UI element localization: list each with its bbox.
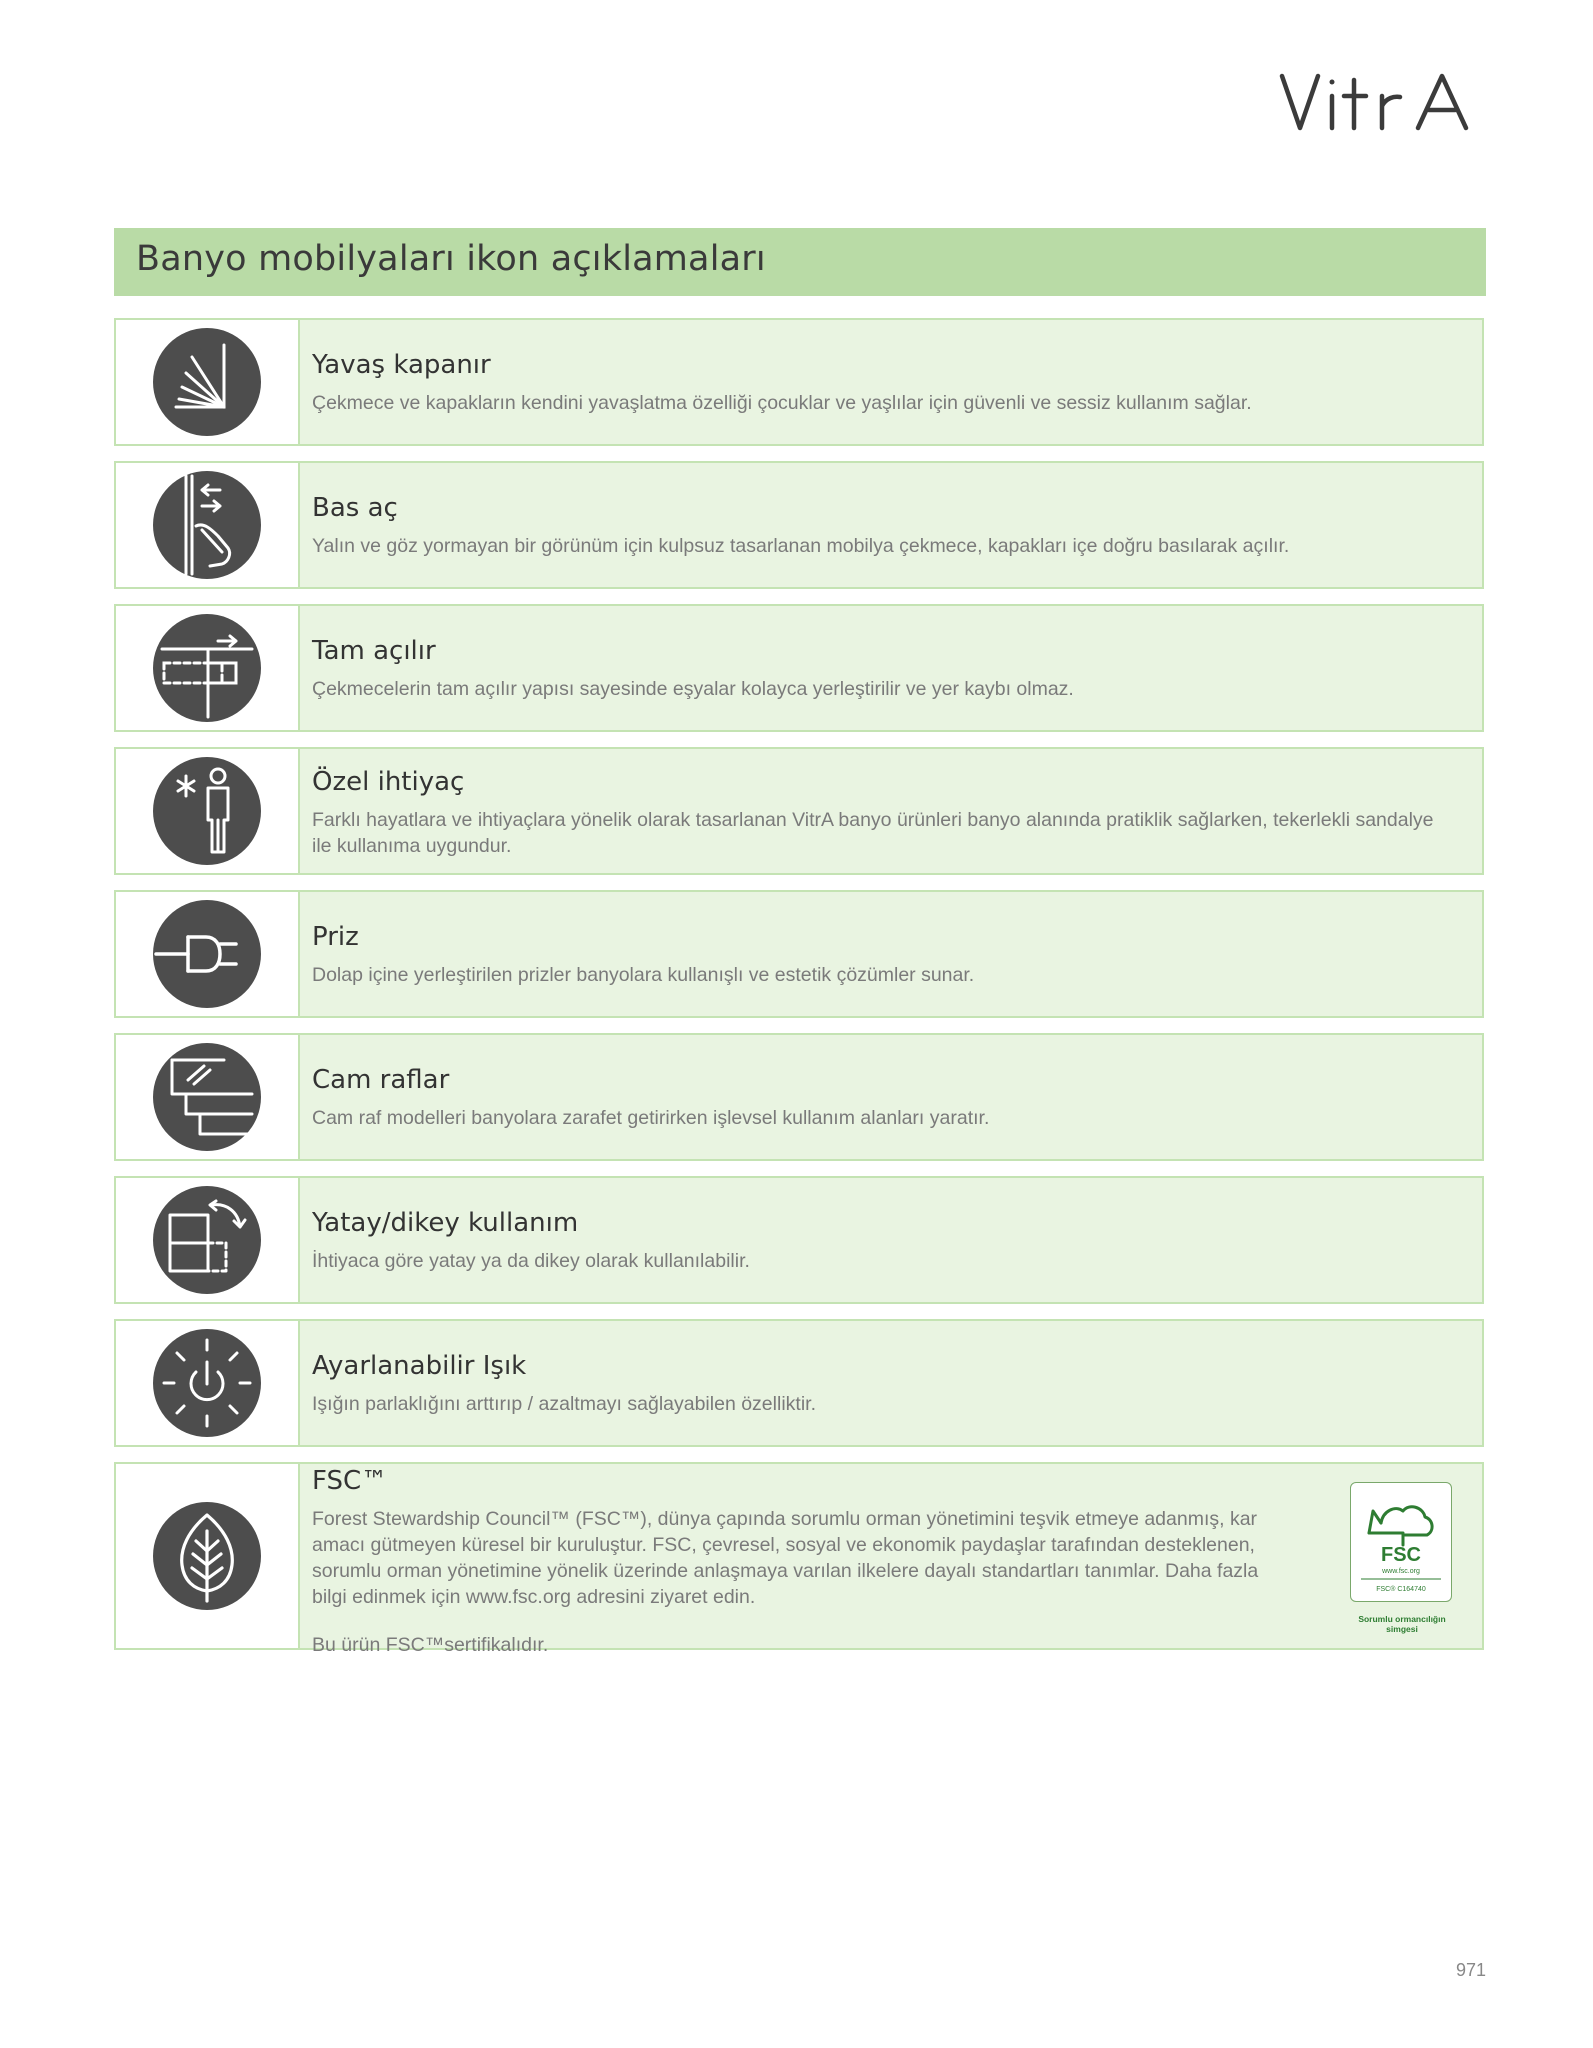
feature-row-full-extension [114, 604, 1484, 732]
feature-title: Priz [312, 922, 359, 952]
feature-description: Işığın parlaklığını arttırıp / azaltmayı sağlayabilen özelliktir. [312, 1393, 816, 1415]
feature-description: Farklı hayatlara ve ihtiyaçlara yönelik olarak tasarlanan VitrA banyo ürünleri banyo alanında pratiklik sağlarken, tekerlekli sandalye ile kullanıma uygundur. [312, 809, 1434, 857]
feature-title: FSC™ [312, 1466, 388, 1496]
fsc-tagline: Sorumlu ormancılığın simgesi [1358, 1614, 1446, 1634]
feature-title: Ayarlanabilir Işık [312, 1351, 527, 1381]
feature-description: Yalın ve göz yormayan bir görünüm için kulpsuz tasarlanan mobilya çekmece, kapakları içe doğru basılarak açılır. [312, 535, 1290, 557]
leaf-icon [152, 1501, 262, 1611]
fsc-certified-note: Bu ürün FSC™sertifikalıdır. [312, 1634, 549, 1656]
feature-title: Bas aç [312, 493, 398, 523]
soft-close-icon [152, 327, 262, 437]
feature-description: Çekmecelerin tam açılır yapısı sayesinde eşyalar kolayca yerleştirilir ve yer kaybı olmaz. [312, 678, 1074, 700]
fsc-badge [1350, 1482, 1452, 1602]
feature-description: İhtiyaca göre yatay ya da dikey olarak kullanılabilir. [312, 1250, 750, 1272]
page-number: 971 [1455, 1960, 1486, 1980]
feature-row-orientation [114, 1176, 1484, 1304]
fsc-tree-logo-icon [1369, 1507, 1432, 1545]
feature-row-special-needs [114, 747, 1484, 875]
feature-title: Tam açılır [312, 636, 436, 666]
glass-shelves-icon [152, 1042, 262, 1152]
fsc-badge-label: FSC [1381, 1544, 1421, 1566]
feature-title: Cam raflar [312, 1065, 450, 1095]
feature-title: Özel ihtiyaç [312, 767, 465, 797]
feature-description: Dolap içine yerleştirilen prizler banyolara kullanışlı ve estetik çözümler sunar. [312, 964, 975, 986]
rotate-orientation-icon [152, 1185, 262, 1295]
section-title: Banyo mobilyaları ikon açıklamaları [136, 239, 766, 279]
full-extension-icon [152, 613, 262, 723]
section-header [114, 228, 1486, 296]
feature-row-soft-close [114, 318, 1484, 446]
feature-title: Yatay/dikey kullanım [312, 1208, 579, 1238]
feature-row-dimmable-light [114, 1319, 1484, 1447]
feature-row-glass-shelves [114, 1033, 1484, 1161]
feature-description: Cam raf modelleri banyolara zarafet getirirken işlevsel kullanım alanları yaratır. [312, 1107, 990, 1129]
feature-row-socket [114, 890, 1484, 1018]
feature-description: Forest Stewardship Council™ (FSC™), dünya çapında sorumlu orman yönetimini teşvik etmeye adanmış, kar amacı gütmeyen küresel bir kuruluştur. FSC, çevresel, sosyal ve ekonomik paydaşlar tarafından desteklenen, sorumlu orman yönetimine yönelik üzerinde anlaşmaya varılan ilkelere dayalı standartları tanımlar. Daha fazla bilgi edinmek için www.fsc.org adresini ziyaret edin. [312, 1508, 1259, 1608]
push-open-icon [152, 470, 262, 580]
feature-title: Yavaş kapanır [312, 350, 491, 380]
feature-description: Çekmece ve kapakların kendini yavaşlatma özelliği çocuklar ve yaşlılar için güvenli ve sessiz kullanım sağlar. [312, 392, 1252, 414]
special-needs-icon [152, 756, 262, 866]
feature-row-fsc [114, 1462, 1484, 1656]
fsc-badge-url: www.fsc.org [1382, 1568, 1420, 1575]
feature-row-push-open [114, 461, 1484, 589]
vitra-logo [1278, 66, 1486, 138]
dimmable-light-icon [152, 1328, 262, 1438]
socket-plug-icon [152, 899, 262, 1009]
fsc-badge-code: FSC® C164740 [1376, 1586, 1426, 1593]
